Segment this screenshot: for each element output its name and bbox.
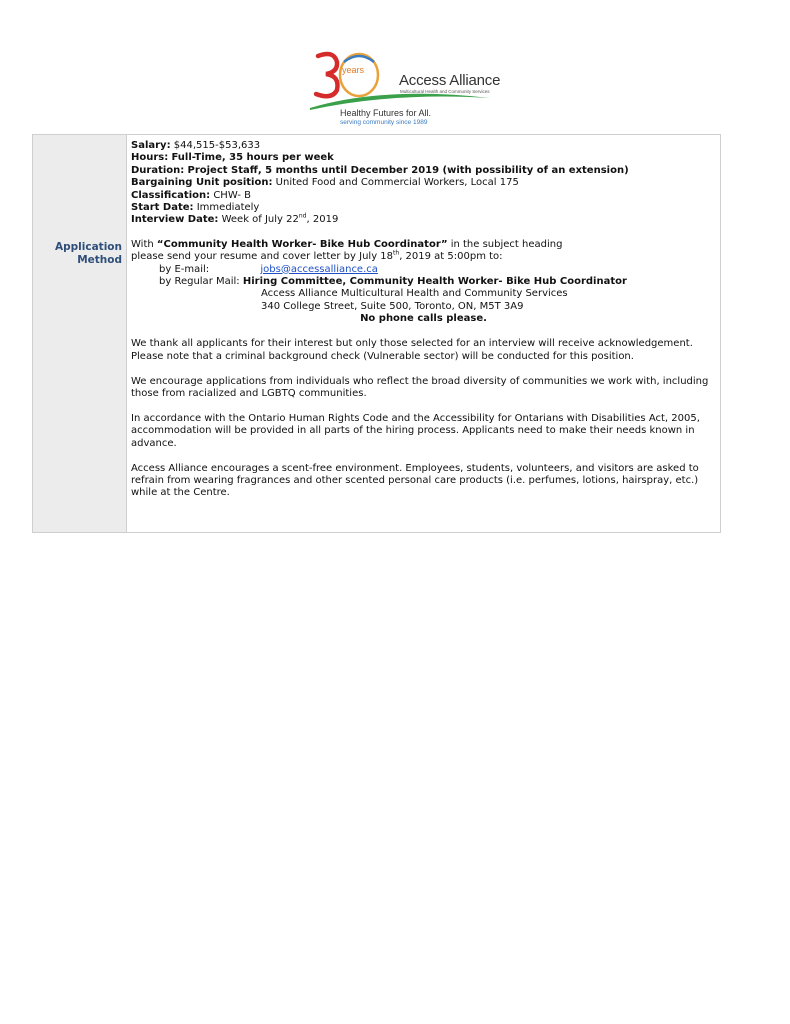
- label-column: [33, 135, 127, 532]
- subject-heading-line: With “Community Health Worker- Bike Hub Coordinator” in the subject heading: [131, 238, 563, 250]
- logo-org-subtitle: Multicultural Health and Community Services: [400, 89, 490, 94]
- email-link[interactable]: jobs@accessalliance.ca: [260, 263, 378, 275]
- mail-org-line: Access Alliance Multicultural Health and Community Services: [261, 288, 568, 300]
- regular-mail-line: by Regular Mail: Hiring Committee, Community Health Worker- Bike Hub Coordinator: [159, 276, 627, 288]
- no-phone-calls-note: No phone calls please.: [360, 313, 487, 325]
- classification-line: Classification: CHW- B: [131, 189, 251, 201]
- accessibility-paragraph: In accordance with the Ontario Human Rights Code and the Accessibility for Ontarians with Disabilities Act, 2005, accommodation will be provided in all parts of the hiring process. Applicants need to make their needs known in advance.: [131, 412, 700, 449]
- acknowledgement-paragraph: We thank all applicants for their interest but only those selected for an interview will receive acknowledgement. Please note that a criminal background check (Vulnerable sector) will be conducted for this position.: [131, 338, 693, 362]
- send-instructions-line: please send your resume and cover letter by July 18th, 2019 at 5:00pm to:: [131, 249, 503, 263]
- logo-since: serving community since 1989: [340, 119, 428, 126]
- interview-date-line: Interview Date: Week of July 22nd, 2019: [131, 213, 339, 226]
- content-column: [127, 135, 720, 532]
- scent-free-paragraph: Access Alliance encourages a scent-free environment. Employees, students, volunteers, and visitors are asked to refrain from wearing fragrances and other scented personal care products (i.e. perfumes, lotions, hairspray, etc.) while at the Centre.: [131, 462, 699, 499]
- diversity-paragraph: We encourage applications from individuals who reflect the broad diversity of communities we work with, including those from racialized and LGBTQ communities.: [131, 375, 709, 399]
- bargaining-line: Bargaining Unit position: United Food and Commercial Workers, Local 175: [131, 177, 519, 189]
- job-posting-table: [32, 134, 721, 533]
- org-logo: [304, 48, 501, 130]
- logo-tagline: Healthy Futures for All.: [340, 108, 432, 118]
- email-line: by E-mail: jobs@accessalliance.ca: [159, 263, 378, 275]
- salary-line: Salary: $44,515-$53,633: [131, 140, 261, 151]
- logo-org-name: Access Alliance: [399, 72, 501, 89]
- logo-years-text: years: [342, 65, 365, 75]
- hours-line: Hours: Full-Time, 35 hours per week: [131, 152, 334, 164]
- mail-address-line: 340 College Street, Suite 500, Toronto, ON, M5T 3A9: [261, 300, 524, 312]
- duration-line: Duration: Project Staff, 5 months until December 2019 (with possibility of an extension): [131, 164, 629, 176]
- start-date-line: Start Date: Immediately: [131, 202, 260, 214]
- application-method-label: Application Method: [55, 241, 122, 266]
